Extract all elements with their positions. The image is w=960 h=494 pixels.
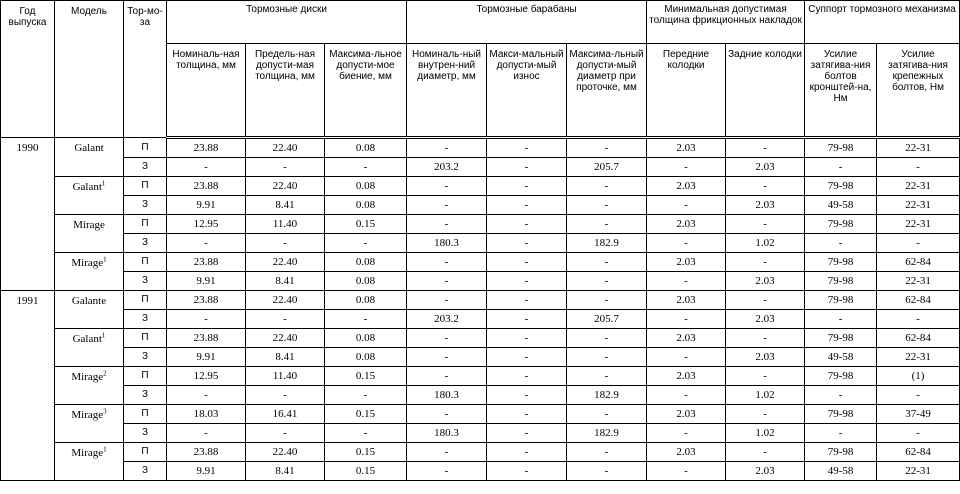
rear-pads-cell: -	[726, 405, 805, 424]
drum-max-cell: 182.9	[567, 234, 647, 253]
drum-inner-cell: -	[407, 405, 487, 424]
bracket-torque-cell: 49-58	[805, 196, 877, 215]
disc-nominal-cell: 18.03	[167, 405, 246, 424]
brake-type-cell: З	[124, 272, 167, 291]
drum-max-cell: -	[567, 291, 647, 310]
drum-inner-cell: -	[407, 291, 487, 310]
disc-nominal-cell: -	[167, 158, 246, 177]
model-name: Mirage	[71, 409, 104, 421]
disc-limit-cell: 22.40	[246, 138, 325, 158]
disc-runout-cell: 0.08	[325, 329, 407, 348]
table-row	[1, 215, 960, 234]
rear-pads-header: Задние колодки	[726, 44, 805, 138]
mount-torque-cell: 22-31	[877, 272, 960, 291]
model-cell	[55, 253, 124, 291]
rear-pads-cell: -	[726, 367, 805, 386]
front-pads-cell: -	[647, 196, 726, 215]
model-name: Galant	[74, 142, 104, 154]
brake-type-cell: П	[124, 291, 167, 310]
table-row	[1, 234, 960, 253]
drum-inner-cell: -	[407, 462, 487, 481]
drum-wear-cell: -	[487, 291, 567, 310]
year-cell: 1991	[1, 291, 55, 481]
rear-pads-cell: 1.02	[726, 386, 805, 405]
bracket-torque-cell: -	[805, 158, 877, 177]
disc-nominal-cell: 12.95	[167, 215, 246, 234]
rear-pads-cell: 1.02	[726, 424, 805, 443]
drum-max-cell: 205.7	[567, 158, 647, 177]
bracket-torque-cell: 79-98	[805, 177, 877, 196]
table-row	[1, 196, 960, 215]
model-cell	[55, 443, 124, 481]
disc-limit-cell: -	[246, 158, 325, 177]
brake-type-cell: П	[124, 443, 167, 462]
rear-pads-cell: -	[726, 443, 805, 462]
disc-nominal-cell: -	[167, 424, 246, 443]
rear-pads-cell: -	[726, 291, 805, 310]
drum-max-cell: -	[567, 367, 647, 386]
drum-wear-cell: -	[487, 443, 567, 462]
disc-limit-cell: 8.41	[246, 272, 325, 291]
year-column-header: Год выпуска	[1, 1, 55, 138]
brake-type-cell: П	[124, 215, 167, 234]
brake-type-cell: З	[124, 424, 167, 443]
disc-runout-cell: -	[325, 234, 407, 253]
caliper-group-header: Суппорт тормозного механизма	[805, 1, 960, 44]
drum-max-cell: -	[567, 329, 647, 348]
disc-nominal-cell: 23.88	[167, 138, 246, 158]
disc-runout-cell: 0.15	[325, 462, 407, 481]
disc-runout-cell: 0.08	[325, 138, 407, 158]
disc-runout-cell: 0.15	[325, 215, 407, 234]
drum-wear-cell: -	[487, 329, 567, 348]
disc-nominal-cell: 23.88	[167, 253, 246, 272]
brake-type-cell: П	[124, 253, 167, 272]
mount-torque-cell: 22-31	[877, 138, 960, 158]
bracket-torque-cell: 49-58	[805, 462, 877, 481]
drum-inner-cell: -	[407, 215, 487, 234]
disc-limit-cell: -	[246, 424, 325, 443]
mount-bolt-torque-header: Усилие затягива-ния крепежных болтов, Нм	[877, 44, 960, 138]
model-cell	[55, 367, 124, 405]
disc-runout-cell: 0.08	[325, 272, 407, 291]
drum-inner-cell: -	[407, 367, 487, 386]
drum-max-cell: -	[567, 253, 647, 272]
table-row	[1, 386, 960, 405]
brake-type-cell: З	[124, 348, 167, 367]
front-pads-cell: 2.03	[647, 443, 726, 462]
disc-limit-cell: 22.40	[246, 291, 325, 310]
drum-inner-cell: 180.3	[407, 386, 487, 405]
rear-pads-cell: 2.03	[726, 272, 805, 291]
drum-max-cell: -	[567, 443, 647, 462]
table-row	[1, 138, 960, 158]
table-row	[1, 424, 960, 443]
drum-inner-cell: -	[407, 348, 487, 367]
rear-pads-cell: -	[726, 215, 805, 234]
disc-limit-cell: 22.40	[246, 177, 325, 196]
disc-runout-cell: 0.08	[325, 177, 407, 196]
model-cell	[55, 177, 124, 215]
disc-runout-cell: -	[325, 424, 407, 443]
disc-limit-cell: 22.40	[246, 253, 325, 272]
bracket-torque-cell: 79-98	[805, 272, 877, 291]
rear-pads-cell: -	[726, 138, 805, 158]
mount-torque-cell: 22-31	[877, 196, 960, 215]
drum-max-wear-header: Макси-мальный допусти-мый износ	[487, 44, 567, 138]
disc-runout-cell: 0.15	[325, 405, 407, 424]
bracket-torque-cell: 79-98	[805, 443, 877, 462]
front-pads-cell: -	[647, 348, 726, 367]
drum-inner-diameter-header: Номиналь-ный внутрен-ний диаметр, мм	[407, 44, 487, 138]
drum-inner-cell: -	[407, 272, 487, 291]
front-pads-header: Передние колодки	[647, 44, 726, 138]
disc-nominal-cell: 23.88	[167, 177, 246, 196]
disc-nominal-cell: 9.91	[167, 272, 246, 291]
bracket-torque-cell: -	[805, 386, 877, 405]
disc-nominal-cell: 9.91	[167, 196, 246, 215]
disc-runout-cell: -	[325, 310, 407, 329]
disc-limit-cell: 16.41	[246, 405, 325, 424]
drum-wear-cell: -	[487, 386, 567, 405]
model-name: Mirage	[71, 257, 104, 269]
rear-pads-cell: 2.03	[726, 310, 805, 329]
table-row	[1, 158, 960, 177]
mount-torque-cell: 22-31	[877, 177, 960, 196]
brake-type-cell: П	[124, 367, 167, 386]
mount-torque-cell: 22-31	[877, 348, 960, 367]
table-header	[1, 1, 960, 138]
disc-nominal-cell: 9.91	[167, 348, 246, 367]
model-footnote-mark: 1	[101, 179, 106, 188]
drum-inner-cell: -	[407, 138, 487, 158]
mount-torque-cell: 22-31	[877, 215, 960, 234]
disc-nominal-cell: 23.88	[167, 291, 246, 310]
header-group-row	[1, 1, 960, 44]
drum-max-cell: 182.9	[567, 424, 647, 443]
mount-torque-cell: (1)	[877, 367, 960, 386]
drum-wear-cell: -	[487, 272, 567, 291]
brake-column-header: Тор-мо-за	[124, 1, 167, 138]
drum-wear-cell: -	[487, 234, 567, 253]
model-cell	[55, 138, 124, 177]
disc-runout-cell: 0.08	[325, 196, 407, 215]
mount-torque-cell: 22-31	[877, 462, 960, 481]
model-name: Mirage	[71, 447, 104, 459]
model-footnote-mark: 1	[101, 331, 106, 340]
drum-inner-cell: -	[407, 196, 487, 215]
table-row	[1, 348, 960, 367]
table-row	[1, 329, 960, 348]
front-pads-cell: -	[647, 272, 726, 291]
disc-limit-cell: -	[246, 234, 325, 253]
model-cell	[55, 215, 124, 253]
mount-torque-cell: -	[877, 310, 960, 329]
mount-torque-cell: 62-84	[877, 253, 960, 272]
bracket-torque-cell: 79-98	[805, 367, 877, 386]
model-cell	[55, 405, 124, 443]
disc-runout-cell: 0.15	[325, 367, 407, 386]
drum-max-cell: 205.7	[567, 310, 647, 329]
drum-inner-cell: -	[407, 177, 487, 196]
drum-wear-cell: -	[487, 215, 567, 234]
drum-max-cell: -	[567, 348, 647, 367]
model-name: Mirage	[71, 371, 104, 383]
model-footnote-mark: 2	[103, 369, 107, 378]
drum-wear-cell: -	[487, 424, 567, 443]
brake-type-cell: З	[124, 462, 167, 481]
drum-wear-cell: -	[487, 196, 567, 215]
brake-drums-group-header: Тормозные барабаны	[407, 1, 647, 44]
brake-type-cell: П	[124, 405, 167, 424]
front-pads-cell: 2.03	[647, 329, 726, 348]
disc-runout-cell: 0.08	[325, 348, 407, 367]
rear-pads-cell: 1.02	[726, 234, 805, 253]
model-name: Galante	[71, 295, 107, 307]
disc-max-runout-header: Максима-льное допусти-мое биение, мм	[325, 44, 407, 138]
mount-torque-cell: -	[877, 158, 960, 177]
drum-wear-cell: -	[487, 177, 567, 196]
model-footnote-mark: 1	[103, 255, 107, 264]
disc-limit-thickness-header: Предель-ная допусти-мая толщина, мм	[246, 44, 325, 138]
front-pads-cell: -	[647, 386, 726, 405]
front-pads-cell: 2.03	[647, 253, 726, 272]
brake-type-cell: З	[124, 158, 167, 177]
disc-limit-cell: 22.40	[246, 443, 325, 462]
rear-pads-cell: 2.03	[726, 462, 805, 481]
rear-pads-cell: 2.03	[726, 196, 805, 215]
drum-inner-cell: -	[407, 253, 487, 272]
model-name: Galant	[72, 181, 102, 193]
drum-inner-cell: -	[407, 443, 487, 462]
mount-torque-cell: 37-49	[877, 405, 960, 424]
brake-type-cell: З	[124, 234, 167, 253]
front-pads-cell: -	[647, 158, 726, 177]
disc-runout-cell: 0.08	[325, 291, 407, 310]
drum-max-cell: 182.9	[567, 386, 647, 405]
drum-max-cell: -	[567, 196, 647, 215]
table-row	[1, 462, 960, 481]
drum-wear-cell: -	[487, 462, 567, 481]
rear-pads-cell: 2.03	[726, 158, 805, 177]
brake-type-cell: П	[124, 138, 167, 158]
disc-nominal-thickness-header: Номиналь-ная толщина, мм	[167, 44, 246, 138]
drum-wear-cell: -	[487, 348, 567, 367]
front-pads-cell: 2.03	[647, 177, 726, 196]
disc-runout-cell: -	[325, 158, 407, 177]
mount-torque-cell: 62-84	[877, 329, 960, 348]
disc-nominal-cell: 12.95	[167, 367, 246, 386]
lining-thickness-group-header: Минимальная допустимая толщина фрикционных накладок	[647, 1, 805, 44]
drum-max-cell: -	[567, 272, 647, 291]
drum-max-cell: -	[567, 462, 647, 481]
year-cell: 1990	[1, 138, 55, 291]
disc-nominal-cell: -	[167, 310, 246, 329]
front-pads-cell: -	[647, 462, 726, 481]
table-row	[1, 405, 960, 424]
table-body	[1, 138, 960, 481]
disc-limit-cell: 8.41	[246, 462, 325, 481]
drum-inner-cell: 203.2	[407, 310, 487, 329]
model-footnote-mark: 3	[103, 407, 107, 416]
drum-wear-cell: -	[487, 405, 567, 424]
brake-type-cell: П	[124, 329, 167, 348]
model-column-header: Модель	[55, 1, 124, 138]
drum-wear-cell: -	[487, 367, 567, 386]
bracket-torque-cell: -	[805, 424, 877, 443]
front-pads-cell: -	[647, 310, 726, 329]
bracket-torque-cell: 79-98	[805, 291, 877, 310]
bracket-torque-cell: -	[805, 310, 877, 329]
drum-wear-cell: -	[487, 138, 567, 158]
brake-type-cell: З	[124, 310, 167, 329]
rear-pads-cell: -	[726, 177, 805, 196]
bracket-torque-cell: 79-98	[805, 253, 877, 272]
mount-torque-cell: -	[877, 234, 960, 253]
front-pads-cell: 2.03	[647, 367, 726, 386]
disc-limit-cell: 11.40	[246, 215, 325, 234]
front-pads-cell: 2.03	[647, 215, 726, 234]
bracket-torque-cell: 79-98	[805, 138, 877, 158]
bracket-torque-cell: 79-98	[805, 405, 877, 424]
front-pads-cell: -	[647, 234, 726, 253]
table-row	[1, 272, 960, 291]
disc-limit-cell: 22.40	[246, 329, 325, 348]
model-cell	[55, 329, 124, 367]
disc-limit-cell: 11.40	[246, 367, 325, 386]
bracket-torque-cell: 49-58	[805, 348, 877, 367]
bracket-torque-cell: 79-98	[805, 329, 877, 348]
mount-torque-cell: -	[877, 424, 960, 443]
disc-runout-cell: 0.15	[325, 443, 407, 462]
drum-max-cell: -	[567, 177, 647, 196]
drum-max-cell: -	[567, 138, 647, 158]
disc-limit-cell: 8.41	[246, 196, 325, 215]
model-name: Mirage	[73, 219, 105, 231]
model-cell	[55, 291, 124, 329]
disc-limit-cell: -	[246, 386, 325, 405]
bracket-torque-cell: -	[805, 234, 877, 253]
disc-nominal-cell: -	[167, 386, 246, 405]
drum-inner-cell: 180.3	[407, 424, 487, 443]
table-row	[1, 253, 960, 272]
disc-nominal-cell: 23.88	[167, 443, 246, 462]
drum-inner-cell: -	[407, 329, 487, 348]
bracket-torque-cell: 79-98	[805, 215, 877, 234]
model-name: Galant	[72, 333, 102, 345]
front-pads-cell: 2.03	[647, 291, 726, 310]
brake-type-cell: З	[124, 386, 167, 405]
table-row	[1, 367, 960, 386]
drum-inner-cell: 203.2	[407, 158, 487, 177]
brake-type-cell: П	[124, 177, 167, 196]
table-row	[1, 310, 960, 329]
mount-torque-cell: -	[877, 386, 960, 405]
drum-inner-cell: 180.3	[407, 234, 487, 253]
drum-wear-cell: -	[487, 158, 567, 177]
front-pads-cell: 2.03	[647, 405, 726, 424]
brake-type-cell: З	[124, 196, 167, 215]
brake-discs-group-header: Тормозные диски	[167, 1, 407, 44]
disc-runout-cell: 0.08	[325, 253, 407, 272]
disc-runout-cell: -	[325, 386, 407, 405]
table-row	[1, 177, 960, 196]
bracket-bolt-torque-header: Усилие затягива-ния болтов кронштей-на, Нм	[805, 44, 877, 138]
disc-nominal-cell: 9.91	[167, 462, 246, 481]
model-footnote-mark: 1	[103, 445, 107, 454]
disc-limit-cell: -	[246, 310, 325, 329]
drum-wear-cell: -	[487, 310, 567, 329]
disc-nominal-cell: -	[167, 234, 246, 253]
disc-limit-cell: 8.41	[246, 348, 325, 367]
front-pads-cell: 2.03	[647, 138, 726, 158]
drum-wear-cell: -	[487, 253, 567, 272]
drum-max-machining-diameter-header: Максима-льный допусти-мый диаметр при проточке, мм	[567, 44, 647, 138]
front-pads-cell: -	[647, 424, 726, 443]
rear-pads-cell: -	[726, 253, 805, 272]
drum-max-cell: -	[567, 215, 647, 234]
drum-max-cell: -	[567, 405, 647, 424]
mount-torque-cell: 62-84	[877, 291, 960, 310]
table-row	[1, 443, 960, 462]
table-row	[1, 291, 960, 310]
disc-nominal-cell: 23.88	[167, 329, 246, 348]
rear-pads-cell: 2.03	[726, 348, 805, 367]
rear-pads-cell: -	[726, 329, 805, 348]
mount-torque-cell: 62-84	[877, 443, 960, 462]
